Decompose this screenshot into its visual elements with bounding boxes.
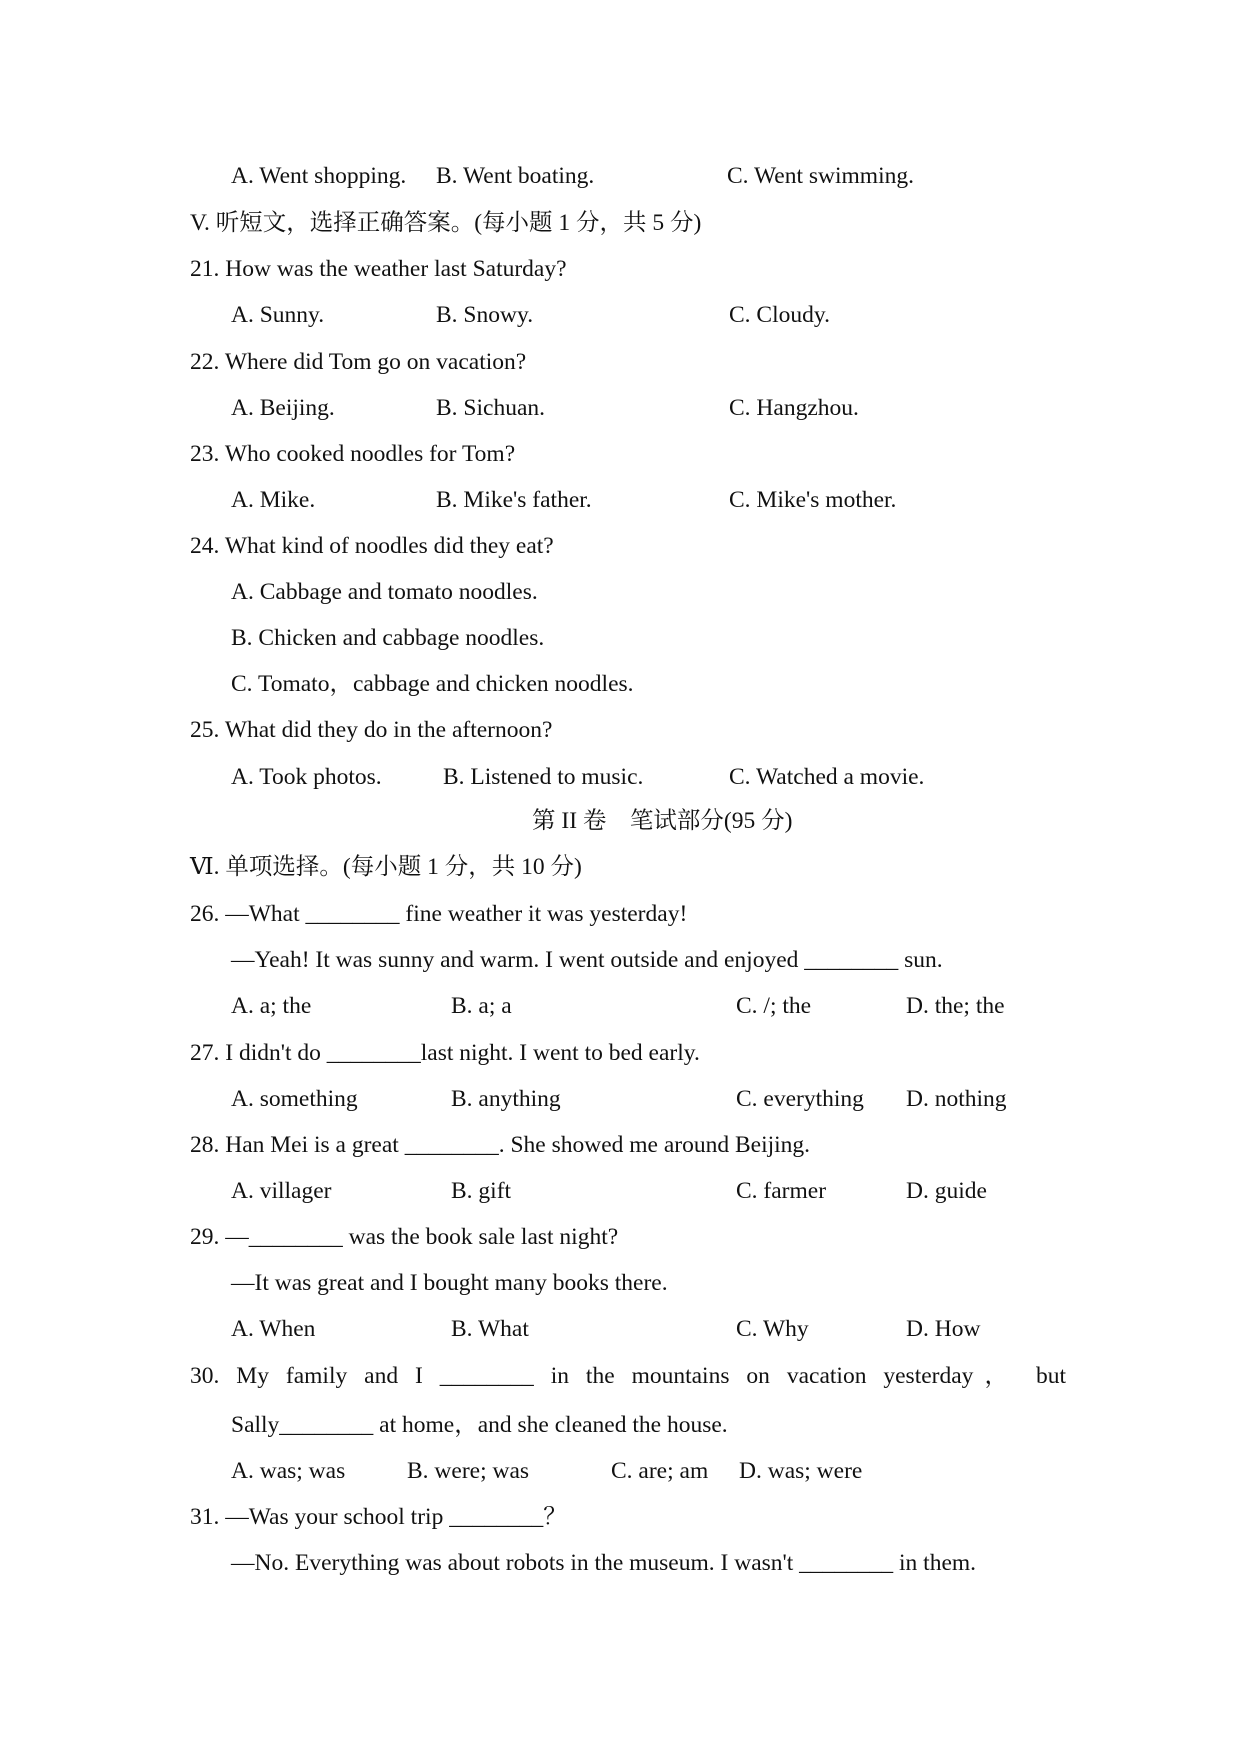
part-ii-title: 第 II 卷 笔试部分(95 分) [532, 808, 793, 834]
q23-stem: 23. Who cooked noodles for Tom? [190, 441, 516, 467]
q30-stem: 30. My family and I ________ in the mountains on vacation yesterday， but [190, 1363, 1066, 1389]
q26-option-c: C. /; the [736, 993, 812, 1019]
q29-option-b: B. What [451, 1316, 529, 1342]
q31-stem: 31. —Was your school trip ________？ [190, 1504, 567, 1530]
q29-stem: 29. —________ was the book sale last night? [190, 1224, 619, 1250]
q22-stem: 22. Where did Tom go on vacation? [190, 349, 527, 375]
q28-option-c: C. farmer [736, 1178, 827, 1204]
q31-reply: —No. Everything was about robots in the museum. I wasn't ________ in them. [231, 1550, 977, 1576]
q26-option-b: B. a; a [451, 993, 512, 1019]
q23-option-a: A. Mike. [231, 487, 316, 513]
q25-option-c: C. Watched a movie. [729, 764, 925, 790]
q21-option-a: A. Sunny. [231, 302, 325, 328]
q27-stem: 27. I didn't do ________last night. I went to bed early. [190, 1040, 700, 1066]
q24-option-c: C. Tomato，cabbage and chicken noodles. [231, 671, 634, 697]
q23-option-c: C. Mike's mother. [729, 487, 897, 513]
q25-stem: 25. What did they do in the afternoon? [190, 717, 553, 743]
q28-option-b: B. gift [451, 1178, 512, 1204]
q25-option-b: B. Listened to music. [443, 764, 644, 790]
q29-option-d: D. How [906, 1316, 981, 1342]
q30-stem-continued: Sally________ at home，and she cleaned the house. [231, 1412, 728, 1438]
q29-option-a: A. When [231, 1316, 316, 1342]
q27-option-b: B. anything [451, 1086, 561, 1112]
q30-option-c: C. are; am [611, 1458, 709, 1484]
q24-stem: 24. What kind of noodles did they eat? [190, 533, 554, 559]
q21-stem: 21. How was the weather last Saturday? [190, 256, 567, 282]
q29-reply: —It was great and I bought many books there. [231, 1270, 668, 1296]
q30-option-b: B. were; was [407, 1458, 530, 1484]
q26-option-a: A. a; the [231, 993, 312, 1019]
section-vi-title: Ⅵ. 单项选择。(每小题 1 分，共 10 分) [190, 854, 582, 880]
q27-option-d: D. nothing [906, 1086, 1007, 1112]
section-v-title: V. 听短文，选择正确答案。(每小题 1 分，共 5 分) [190, 210, 702, 236]
q26-option-d: D. the; the [906, 993, 1005, 1019]
q22-option-b: B. Sichuan. [436, 395, 546, 421]
q27-option-c: C. everything [736, 1086, 864, 1112]
q21-option-b: B. Snowy. [436, 302, 534, 328]
q26-stem: 26. —What ________ fine weather it was yesterday! [190, 901, 688, 927]
prev-option-a: A. Went shopping. [231, 163, 407, 189]
prev-option-b: B. Went boating. [436, 163, 595, 189]
q24-option-b: B. Chicken and cabbage noodles. [231, 625, 545, 651]
q27-option-a: A. something [231, 1086, 358, 1112]
q22-option-c: C. Hangzhou. [729, 395, 859, 421]
q29-option-c: C. Why [736, 1316, 809, 1342]
q30-option-d: D. was; were [739, 1458, 863, 1484]
q28-option-d: D. guide [906, 1178, 987, 1204]
q24-option-a: A. Cabbage and tomato noodles. [231, 579, 538, 605]
q26-reply: —Yeah! It was sunny and warm. I went outside and enjoyed ________ sun. [231, 947, 943, 973]
q23-option-b: B. Mike's father. [436, 487, 592, 513]
q30-option-a: A. was; was [231, 1458, 346, 1484]
prev-option-c: C. Went swimming. [727, 163, 914, 189]
q25-option-a: A. Took photos. [231, 764, 382, 790]
q21-option-c: C. Cloudy. [729, 302, 830, 328]
q28-stem: 28. Han Mei is a great ________. She showed me around Beijing. [190, 1132, 811, 1158]
q22-option-a: A. Beijing. [231, 395, 335, 421]
q28-option-a: A. villager [231, 1178, 332, 1204]
